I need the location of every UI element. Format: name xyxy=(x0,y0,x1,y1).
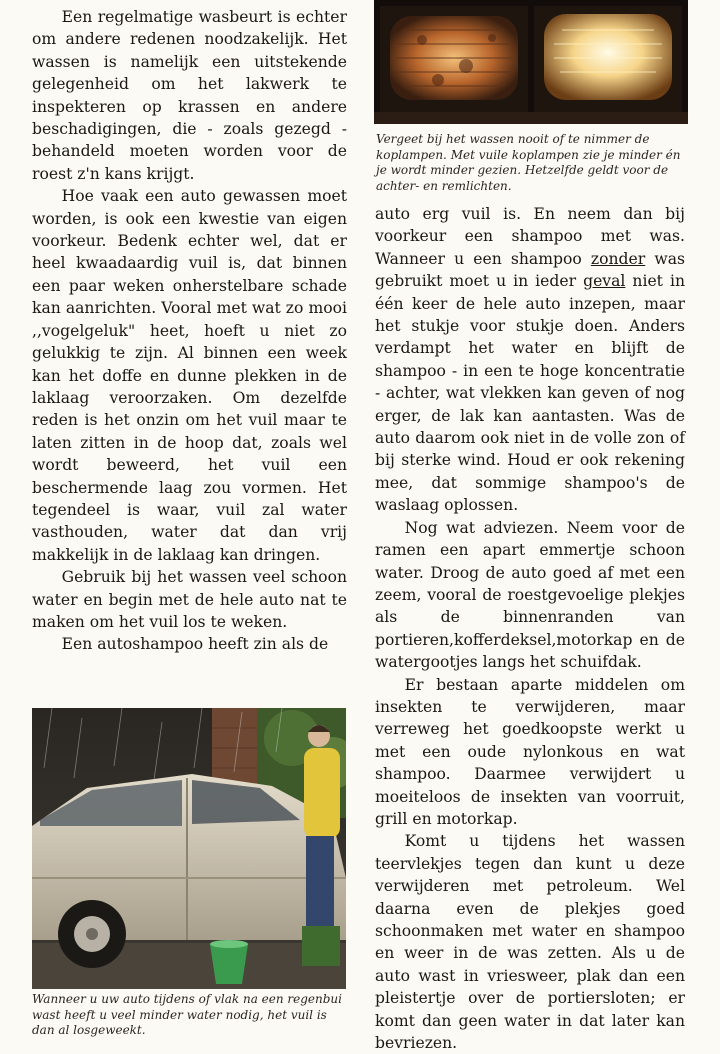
text-run: was gebruikt moet u in ieder xyxy=(375,249,685,291)
text-run: auto erg vuil is. En neem dan bij voorkeur een shampoo met was. Wanneer u een shampoo xyxy=(375,205,685,268)
underlined-word: zonder xyxy=(590,249,646,268)
paragraph: Gebruik bij het wassen veel schoon water en begin met de hele auto nat te maken om het vuil los te weken. xyxy=(32,568,347,631)
green-bucket xyxy=(210,944,248,984)
left-text-column xyxy=(32,6,347,656)
paragraph: Komt u tijdens het wassen teervlekjes tegen dan kunt u deze verwijderen met petroleum. Wel daarna even de plekjes goed schoonmaken met water en shampoo en weer in de was zetten. Als u de auto wast in vriesweer, plak dan een pleistertje over de portiersloten; er komt dan geen water in dat later kan bevriezen. xyxy=(375,832,685,1053)
car-washing-illustration xyxy=(32,708,346,989)
text-run: niet in één keer de hele auto inzepen, maar het stukje voor stukje doen. Anders verdampt het water en blijft de shampoo - in een te hoge koncentratie - achter, wat vlekken kan geven of nog erger, de lak kan aantasten. Was de auto daarom ook niet in de volle zon of bij sterke wind. Houd er ook rekening mee, dat sommige shampoo's de waslaag oplossen. xyxy=(375,272,685,515)
headlights-photo xyxy=(374,0,688,124)
paragraph: Een autoshampoo heeft zin als de xyxy=(61,635,329,654)
headlights-caption: Vergeet bij het wassen nooit of te nimmer de koplampen. Met vuile koplampen zie je minder én je wordt minder gezien. Hetzelfde geldt voor de achter- en remlichten. xyxy=(376,132,681,193)
man-in-raincoat xyxy=(304,748,340,838)
paragraph: Hoe vaak een auto gewassen moet worden, is ook een kwestie van eigen voorkeur. Bedenk echter wel, dat er heel kwaadaardig vuil is, dat binnen een paar weken onherstelbare schade kan aanrichten. Vooral met wat zo mooi ,,vogelgeluk" heet, hoeft u niet zo gelukkig te zijn. Al binnen een week kan het doffe en dunne plekken in de laklaag veroorzaken. Om dezelfde reden is het onzin om het vuil maar te laten zitten in de hoop dat, zoals wel wordt beweerd, het vuil een beschermende laag zou vormen. Het tegendeel is waar, vuil zal water vasthouden, water dat dan vrij makkelijk in de laklaag kan dringen. xyxy=(32,187,347,564)
car-caption: Wanneer u uw auto tijdens of vlak na een regenbui wast heeft u veel minder water nodig, het vuil is dan al losgeweekt. xyxy=(32,992,343,1037)
clean-headlight xyxy=(544,14,672,100)
paragraph: Er bestaan aparte middelen om insekten te verwijderen, maar verreweg het goedkoopste werkt u met een oude nylonkous en wat shampoo. Daarmee verwijdert u moeiteloos de insekten van voorruit, grill en motorkap. xyxy=(375,675,685,828)
right-text-column xyxy=(375,203,685,1054)
paragraph: Een regelmatige wasbeurt is echter om andere redenen noodzakelijk. Het wassen is namelijk een uitstekende gelegenheid om het lakwerk te inspekteren op krassen en andere beschadigingen, die - zoals gezegd - behandeld moeten worden voor de roest z'n kans krijgt. xyxy=(32,8,347,183)
paragraph: Nog wat adviezen. Neem voor de ramen een apart emmertje schoon water. Droog de auto goed af met een zeem, vooral de roestgevoelige plekjes als de binnenranden van portieren,kofferdeksel,motorkap en de watergootjes langs het schuifdak. xyxy=(375,518,685,672)
headlights-illustration xyxy=(374,0,688,124)
underlined-word: geval xyxy=(583,272,626,291)
paragraph xyxy=(375,203,685,517)
car-washing-photo xyxy=(32,708,346,989)
